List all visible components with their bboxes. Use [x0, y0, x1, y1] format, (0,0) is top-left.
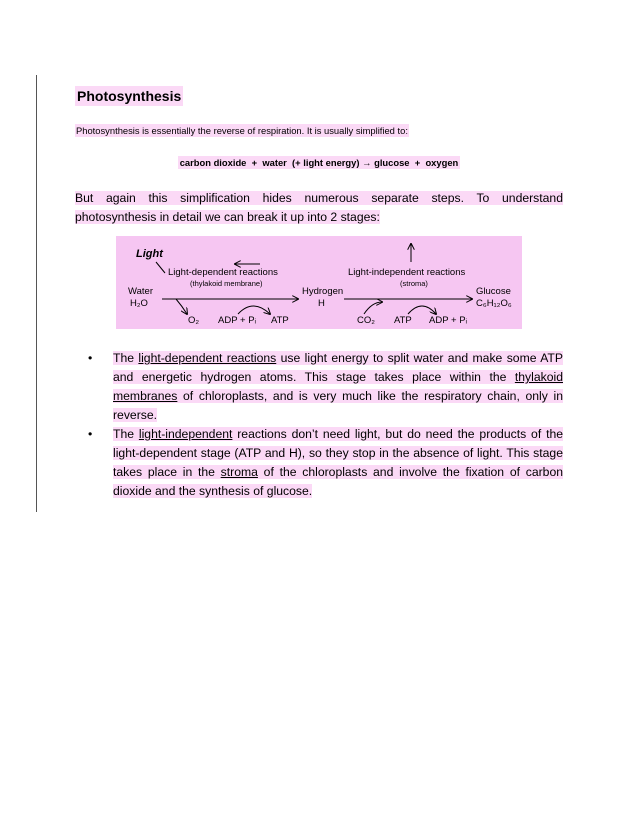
eq-product2: oxygen	[425, 157, 459, 168]
ldr-subtitle: (thylakoid membrane)	[190, 279, 263, 288]
paragraph-text: But again this simplification hides numerous separate steps. To understand photosynthesis in detail we can break it up into 2 stages:	[75, 191, 563, 224]
eq-plus1: +	[251, 157, 258, 168]
term-stroma: stroma	[220, 465, 258, 479]
light-label: Light	[136, 248, 163, 260]
atp-cycle-arrow-1	[238, 306, 270, 314]
list-item-light-dependent	[88, 349, 563, 425]
lir-title: Light-independent reactions	[348, 267, 466, 278]
eq-plus2: +	[414, 157, 421, 168]
page-title: Photosynthesis	[77, 88, 182, 104]
atp-label-1: ATP	[271, 315, 289, 326]
text-segment: of the chloroplasts and involve the fixation of carbon dioxide and the synthesis of glucose.	[113, 465, 563, 498]
eq-energy: (+ light energy)	[292, 157, 360, 168]
eq-product1: glucose	[374, 157, 410, 168]
text-segment: reactions don’t need light, but do need the products of the light-dependent stage (ATP and H), so they stop in the absence of light. This stage takes place in the	[113, 427, 564, 479]
glucose-formula: C₆H₁₂O₆	[476, 298, 512, 309]
text-segment: use light energy to split water and make some ATP and energetic hydrogen atoms. This stage takes place within the	[113, 351, 563, 384]
text-segment: of chloroplasts, and is very much like the respiratory chain, only in reverse.	[113, 389, 563, 422]
equation	[0, 157, 638, 168]
intro-paragraph	[75, 189, 563, 227]
o2-branch-arrow	[176, 299, 187, 314]
text-segment: The	[113, 427, 139, 441]
co2-branch-arrow	[364, 302, 382, 314]
photosynthesis-diagram	[116, 236, 522, 329]
equation-text	[178, 156, 461, 169]
list-item-text	[113, 427, 563, 498]
light-ray	[156, 262, 165, 273]
atp-label-2: ATP	[394, 315, 412, 326]
o2-label: O₂	[188, 315, 200, 326]
list-item-text	[113, 351, 563, 422]
list-item-light-independent	[88, 425, 563, 501]
text-segment: The	[113, 351, 139, 365]
term-light-independent: light-independent	[138, 427, 233, 441]
term-light-dependent-reactions: light-dependent reactions	[138, 351, 277, 365]
term-thylakoid-membranes: thylakoid membranes	[113, 370, 563, 403]
adp-label-2: ADP + Pᵢ	[429, 315, 468, 326]
water-label: Water	[128, 286, 153, 297]
intro-text: Photosynthesis is essentially the reverse of respiration. It is usually simplified to:	[76, 125, 408, 136]
margin-line	[36, 75, 37, 512]
adp-label-1: ADP + Pᵢ	[218, 315, 257, 326]
ldr-title: Light-dependent reactions	[168, 267, 278, 278]
stage-list	[88, 349, 563, 501]
water-formula: H₂O	[130, 298, 148, 309]
eq-reactant1: carbon dioxide	[179, 157, 247, 168]
bullet-icon: •	[88, 427, 93, 441]
hydrogen-label: Hydrogen	[302, 286, 344, 297]
lir-subtitle: (stroma)	[400, 279, 428, 288]
co2-label: CO₂	[357, 315, 375, 326]
atp-cycle-arrow-2	[408, 306, 436, 314]
glucose-label: Glucose	[476, 286, 511, 297]
eq-arrow: →	[362, 157, 372, 168]
diagram-svg	[116, 236, 522, 329]
eq-reactant2: water	[262, 157, 287, 168]
bullet-icon: •	[88, 351, 93, 365]
hydrogen-symbol: H	[318, 298, 325, 309]
